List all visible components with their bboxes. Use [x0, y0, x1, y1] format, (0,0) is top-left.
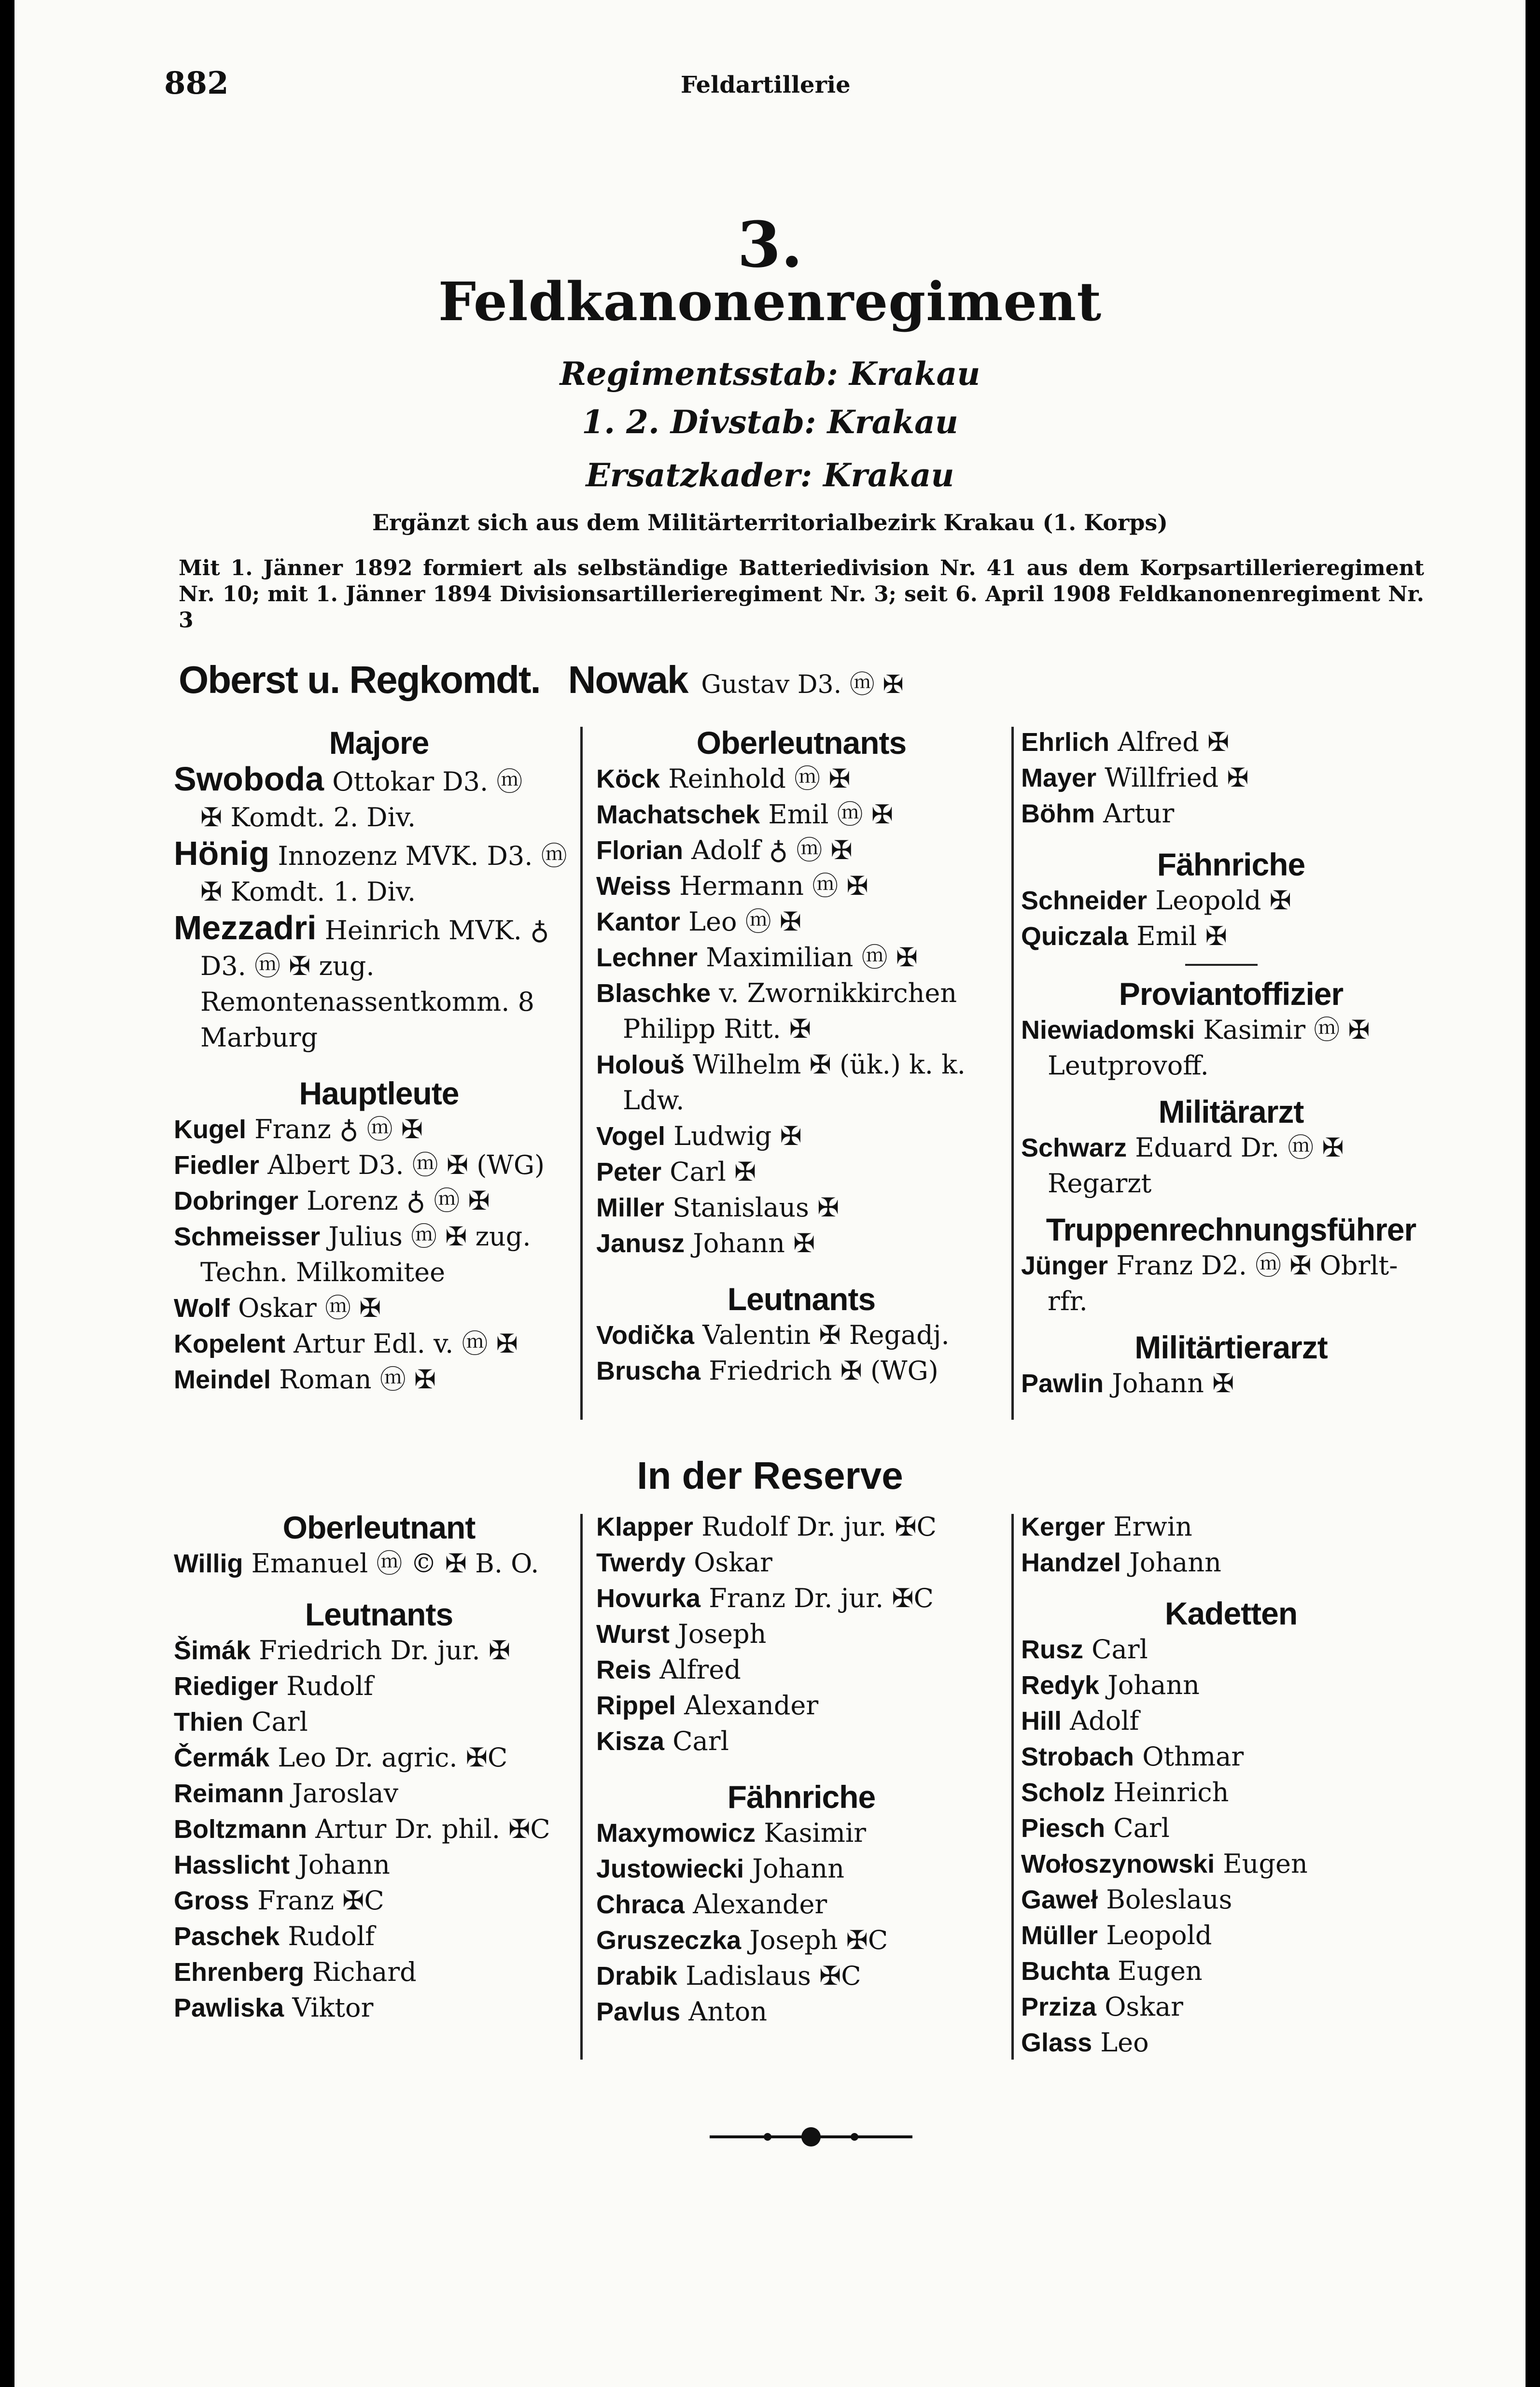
res-lt-list — [174, 1633, 584, 2026]
list-item: Philipp Ritt. ✠ — [623, 1014, 812, 1044]
list-item: Redyk Johann — [1021, 1670, 1200, 1700]
list-item: Techn. Milkomitee — [200, 1257, 446, 1287]
list-item: Čermák Leo Dr. agric. ✠C — [174, 1742, 508, 1773]
list-item: Hönig Innozenz MVK. D3. ⓜ — [174, 834, 567, 872]
list-item: Mayer Willfried ✠ — [1021, 763, 1249, 793]
active-col-1 — [174, 724, 584, 1398]
reserve-heading: In der Reserve — [637, 1454, 903, 1497]
list-item: Prziza Oskar — [1021, 1992, 1183, 2022]
list-item: Meindel Roman ⓜ ✠ — [174, 1364, 436, 1395]
commander-rank: Oberst u. Regkomdt. — [179, 658, 540, 701]
list-item: Klapper Rudolf Dr. jur. ✠C — [596, 1511, 937, 1542]
commander-line — [179, 657, 904, 702]
list-item: Regarzt — [1048, 1168, 1152, 1199]
heading-faehnriche: Fähnriche — [1157, 847, 1305, 882]
regiment-number: 3. — [737, 208, 803, 282]
active-col-2 — [596, 724, 1007, 1389]
list-item: Janusz Johann ✠ — [596, 1228, 815, 1258]
subline-divstab: 1. 2. Divstab: Krakau — [582, 403, 958, 441]
list-item: Strobach Othmar — [1021, 1741, 1244, 1772]
list-item: Köck Reinhold ⓜ ✠ — [596, 763, 851, 794]
divider — [580, 727, 583, 1420]
list-item: Pawlin Johann ✠ — [1021, 1368, 1234, 1398]
list-item: Wurst Joseph — [596, 1619, 767, 1649]
heading-res-leutnants: Leutnants — [305, 1596, 453, 1632]
heading-majore: Majore — [329, 725, 429, 761]
leutnants-list — [596, 1317, 1007, 1389]
divider — [1011, 1514, 1014, 2060]
divider — [1011, 727, 1014, 1420]
subline-regimentsstab: Regimentsstab: Krakau — [560, 355, 980, 393]
list-item: Peter Carl ✠ — [596, 1157, 756, 1187]
regiment-name: Feldkanonenregiment — [438, 270, 1102, 333]
res-ol-list — [174, 1546, 584, 1582]
list-item: Machatschek Emil ⓜ ✠ — [596, 799, 894, 830]
list-item: Ehrenberg Richard — [174, 1957, 417, 1987]
list-item: Justowiecki Johann — [596, 1853, 844, 1884]
list-item: Glass Leo — [1021, 2027, 1149, 2058]
list-item: Kisza Carl — [596, 1726, 729, 1756]
list-item: Müller Leopold — [1021, 1920, 1212, 1950]
page-number: 882 — [164, 65, 229, 101]
res-col3-list — [1021, 1509, 1441, 1581]
list-item: Twerdy Oskar — [596, 1547, 772, 1578]
col3-top-list — [1021, 724, 1441, 832]
heading-proviantoffizier: Proviantoffizier — [1119, 976, 1344, 1012]
list-item: Pavlus Anton — [596, 1996, 768, 2027]
reserve-col-1 — [174, 1509, 584, 2026]
list-item: Böhm Artur — [1021, 798, 1175, 829]
list-item: Vogel Ludwig ✠ — [596, 1121, 802, 1151]
list-item: Hasslicht Johann — [174, 1850, 390, 1880]
heading-kadetten: Kadetten — [1164, 1596, 1298, 1631]
truppen-list — [1021, 1248, 1441, 1319]
list-item: Rusz Carl — [1021, 1634, 1148, 1665]
list-item: Mezzadri Heinrich MVK. ♁ — [174, 909, 549, 946]
list-item: Drabik Ladislaus ✠C — [596, 1961, 861, 1991]
heading-hauptleute: Hauptleute — [299, 1075, 459, 1111]
res-col2-list — [596, 1509, 1007, 1759]
list-item: Miller Stanislaus ✠ — [596, 1192, 840, 1223]
list-item: Blaschke v. Zwornikkirchen — [596, 978, 957, 1008]
heading-res-oberleutnant: Oberleutnant — [282, 1510, 476, 1545]
heading-oberleutnants: Oberleutnants — [696, 725, 907, 761]
oberleutnants-list — [596, 761, 1007, 1261]
reserve-col-3 — [1021, 1509, 1441, 2061]
active-col-3 — [1021, 724, 1441, 1401]
list-item: Buchta Eugen — [1021, 1956, 1203, 1986]
hauptleute-list — [174, 1112, 584, 1398]
list-item: Reimann Jaroslav — [174, 1778, 399, 1808]
list-item: Holouš Wilhelm ✠ (ük.) k. k. — [596, 1049, 966, 1080]
ornament-divider — [710, 2122, 912, 2151]
list-item: Pawliska Viktor — [174, 1992, 374, 2023]
list-item: Swoboda Ottokar D3. ⓜ — [174, 760, 523, 798]
list-item: Niewiadomski Kasimir ⓜ ✠ — [1021, 1015, 1370, 1045]
list-item: Gruszeczka Joseph ✠C — [596, 1925, 888, 1955]
list-item: Handzel Johann — [1021, 1547, 1221, 1578]
list-item: Kopelent Artur Edl. v. ⓜ ✠ — [174, 1328, 518, 1359]
list-item: Šimák Friedrich Dr. jur. ✠ — [174, 1635, 511, 1666]
heading-militaertierarzt: Militärtierarzt — [1134, 1329, 1328, 1365]
list-item: Boltzmann Artur Dr. phil. ✠C — [174, 1814, 550, 1844]
subline-ersatzkader: Ersatzkader: Krakau — [586, 456, 954, 494]
list-item: Wołoszynowski Eugen — [1021, 1849, 1308, 1879]
list-item: ✠ Komdt. 1. Div. — [200, 876, 416, 907]
list-item: Kerger Erwin — [1021, 1511, 1192, 1542]
list-item: Schneider Leopold ✠ — [1021, 885, 1291, 916]
heading-truppenrechnungsfuehrer: Truppenrechnungsführer — [1046, 1212, 1416, 1247]
list-item: Dobringer Lorenz ♁ ⓜ ✠ — [174, 1186, 490, 1216]
list-item: Piesch Carl — [1021, 1813, 1170, 1843]
majore-list — [174, 761, 584, 1056]
list-item: Riediger Rudolf — [174, 1671, 373, 1701]
list-item: Bruscha Friedrich ✠ (WG) — [596, 1356, 938, 1386]
list-item: D3. ⓜ ✠ zug. Remontenassentkomm. 8 Marburg — [200, 951, 534, 1053]
list-item: Fiedler Albert D3. ⓜ ✠ (WG) — [174, 1150, 545, 1180]
commander-name: Nowak — [568, 658, 688, 701]
list-item: Thien Carl — [174, 1707, 308, 1737]
list-item: Gaweł Boleslaus — [1021, 1884, 1232, 1915]
list-item: ✠ Komdt. 2. Div. — [200, 802, 416, 833]
heading-leutnants: Leutnants — [727, 1281, 876, 1317]
section-header: Feldartillerie — [681, 71, 851, 99]
list-item: Paschek Rudolf — [174, 1921, 375, 1951]
arzt-list — [1021, 1130, 1441, 1201]
list-item: Gross Franz ✠C — [174, 1885, 384, 1916]
list-item: Quiczala Emil ✠ — [1021, 921, 1227, 951]
list-item: Weiss Hermann ⓜ ✠ — [596, 871, 868, 901]
ergaenzt-line: Ergänzt sich aus dem Militärterritorialbezirk Krakau (1. Korps) — [372, 509, 1168, 536]
list-item: Schmeisser Julius ⓜ ✠ zug. — [174, 1221, 531, 1252]
res-fae-list — [596, 1815, 1007, 2030]
list-item: Maxymowicz Kasimir — [596, 1818, 867, 1848]
list-item: Vodička Valentin ✠ Regadj. — [596, 1320, 950, 1350]
list-item: Ehrlich Alfred ✠ — [1021, 727, 1230, 757]
list-item: Rippel Alexander — [596, 1690, 819, 1721]
tierarzt-list — [1021, 1366, 1441, 1401]
list-item: Scholz Heinrich — [1021, 1777, 1229, 1808]
list-item: Schwarz Eduard Dr. ⓜ ✠ — [1021, 1132, 1344, 1163]
list-item: Leutprovoff. — [1048, 1050, 1209, 1081]
divider — [580, 1514, 583, 2060]
list-item: Jünger Franz D2. ⓜ ✠ Obrlt- — [1021, 1250, 1398, 1281]
list-item: Wolf Oskar ⓜ ✠ — [174, 1293, 381, 1323]
reserve-col-2 — [596, 1509, 1007, 2030]
heading-militaerarzt: Militärarzt — [1158, 1094, 1304, 1130]
heading-res-faehnriche: Fähnriche — [727, 1779, 876, 1815]
list-item: Kugel Franz ♁ ⓜ ✠ — [174, 1114, 423, 1144]
list-item: Chraca Alexander — [596, 1889, 827, 1920]
list-item: Reis Alfred — [596, 1654, 741, 1685]
page — [14, 0, 1526, 2387]
faehnriche-list — [1021, 883, 1441, 954]
list-item: Kantor Leo ⓜ ✠ — [596, 906, 802, 937]
list-item: Ldw. — [623, 1085, 685, 1116]
kadetten-list — [1021, 1632, 1441, 2061]
list-item: Willig Emanuel ⓜ © ✠ B. O. — [174, 1548, 539, 1579]
list-item: Hill Adolf — [1021, 1706, 1139, 1736]
rule — [1185, 964, 1258, 966]
proviant-list — [1021, 1012, 1441, 1084]
list-item: Florian Adolf ♁ ⓜ ✠ — [596, 835, 853, 865]
history-text: Mit 1. Jänner 1892 formiert als selbständige Batteriedivision Nr. 41 aus dem Korpsartillerieregiment Nr. 10; mit 1. Jänner 1894 Divisionsartillerieregiment Nr. 3; seit 6. April 1908 Feldkanonenregiment Nr. 3 — [179, 556, 1424, 633]
list-item: Hovurka Franz Dr. jur. ✠C — [596, 1583, 934, 1613]
list-item: rfr. — [1048, 1286, 1088, 1316]
commander-first: Gustav D3. ⓜ ✠ — [701, 670, 904, 699]
list-item: Lechner Maximilian ⓜ ✠ — [596, 942, 918, 973]
